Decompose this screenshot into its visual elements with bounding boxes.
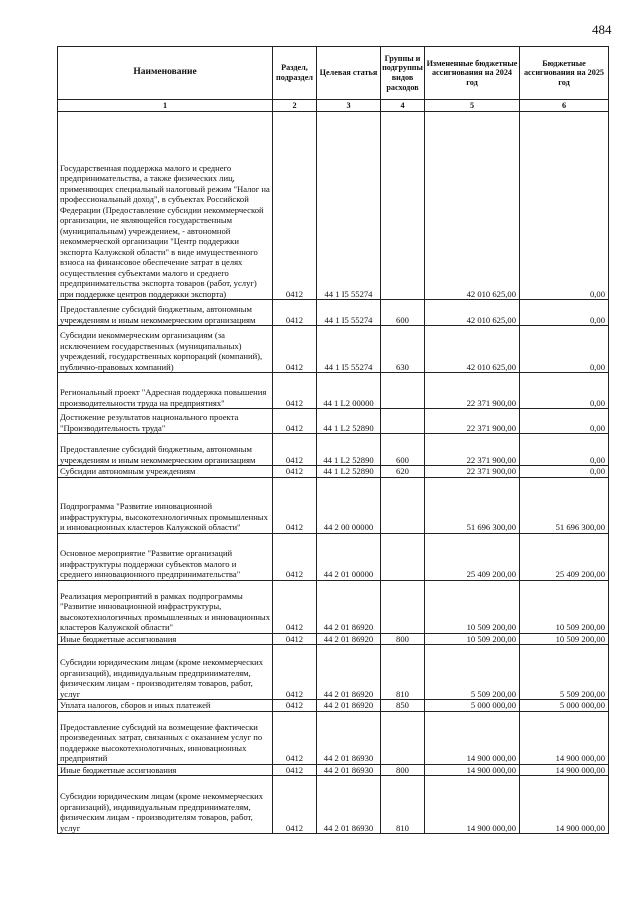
row-name: Иные бюджетные ассигнования	[58, 764, 273, 776]
header-name: Наименование	[58, 47, 273, 100]
row-amount-2025: 0,00	[520, 409, 609, 434]
header-amount-2025: Бюджетные ассигнования на 2025 год	[520, 47, 609, 100]
row-name: Субсидии юридическим лицам (кроме некоммерческих организаций), индивидуальным предпринимателям, физическим лицам - производителям товаров, работ, услуг	[58, 776, 273, 834]
row-group: 850	[381, 700, 425, 712]
row-amount-2024: 14 900 000,00	[425, 764, 520, 776]
row-name: Подпрограмма "Развитие инновационной инфраструктуры, высокотехнологичных промышленных и инновационных кластеров Калужской области"	[58, 477, 273, 533]
row-target: 44 1 I5 55274	[317, 300, 381, 326]
table-row	[58, 711, 609, 764]
row-group	[381, 580, 425, 633]
row-amount-2025: 0,00	[520, 300, 609, 326]
column-number: 5	[425, 100, 520, 112]
row-name: Уплата налогов, сборов и иных платежей	[58, 700, 273, 712]
row-name: Субсидии автономным учреждениям	[58, 466, 273, 478]
row-amount-2024: 22 371 900,00	[425, 434, 520, 466]
row-amount-2024: 42 010 625,00	[425, 326, 520, 373]
row-amount-2024: 22 371 900,00	[425, 373, 520, 409]
row-group: 600	[381, 300, 425, 326]
table-row	[58, 466, 609, 478]
column-number: 4	[381, 100, 425, 112]
row-amount-2025: 0,00	[520, 373, 609, 409]
row-name: Региональный проект "Адресная поддержка повышения производительности труда на предприятиях"	[58, 373, 273, 409]
row-amount-2025: 25 409 200,00	[520, 533, 609, 580]
row-section: 0412	[273, 633, 317, 645]
row-section: 0412	[273, 466, 317, 478]
row-name: Достижение результатов национального проекта "Производительность труда"	[58, 409, 273, 434]
row-name: Предоставление субсидий бюджетным, автономным учреждениям и иным некоммерческим организациям	[58, 434, 273, 466]
row-target: 44 1 L2 52890	[317, 466, 381, 478]
row-amount-2024: 42 010 625,00	[425, 112, 520, 300]
row-group: 810	[381, 645, 425, 700]
row-target: 44 1 L2 52890	[317, 434, 381, 466]
row-target: 44 2 01 86920	[317, 580, 381, 633]
row-amount-2025: 14 900 000,00	[520, 764, 609, 776]
table-row	[58, 434, 609, 466]
table-row	[58, 633, 609, 645]
table-row	[58, 776, 609, 834]
row-section: 0412	[273, 326, 317, 373]
row-group: 810	[381, 776, 425, 834]
header-section: Раздел, подраздел	[273, 47, 317, 100]
row-section: 0412	[273, 645, 317, 700]
row-section: 0412	[273, 700, 317, 712]
table-row	[58, 533, 609, 580]
table-row	[58, 477, 609, 533]
table-row	[58, 764, 609, 776]
row-amount-2025: 51 696 300,00	[520, 477, 609, 533]
row-target: 44 2 01 86930	[317, 776, 381, 834]
row-amount-2025: 10 509 200,00	[520, 580, 609, 633]
row-section: 0412	[273, 776, 317, 834]
table-row	[58, 300, 609, 326]
row-name: Предоставление субсидий на возмещение фактически произведенных затрат, связанных с оказанием услуг по поддержке высокотехнологичных, инновационных предприятий	[58, 711, 273, 764]
row-target: 44 2 01 86920	[317, 645, 381, 700]
row-amount-2024: 14 900 000,00	[425, 711, 520, 764]
row-section: 0412	[273, 300, 317, 326]
row-section: 0412	[273, 711, 317, 764]
row-amount-2025: 0,00	[520, 112, 609, 300]
table-header-row	[58, 47, 609, 100]
row-group: 630	[381, 326, 425, 373]
table-row	[58, 409, 609, 434]
row-amount-2025: 0,00	[520, 466, 609, 478]
row-name: Реализация мероприятий в рамках подпрограммы "Развитие инновационной инфраструктуры, высокотехнологичных промышленных и инновационных кластеров Калужской области"	[58, 580, 273, 633]
row-name: Предоставление субсидий бюджетным, автономным учреждениям и иным некоммерческим организациям	[58, 300, 273, 326]
row-amount-2024: 10 509 200,00	[425, 580, 520, 633]
row-target: 44 2 01 86920	[317, 700, 381, 712]
row-section: 0412	[273, 580, 317, 633]
budget-table	[57, 46, 609, 834]
row-name: Государственная поддержка малого и среднего предпринимательства, а также физических лиц, применяющих специальный налоговый режим "Налог на профессиональный доход", в субъектах Российской Федерации (Предоставление субсидии некоммерческой организации, не являющейся государственным (муниципальным) учреждением, - автономной некоммерческой организации "Центр поддержки экспорта Калужской области" в виде имущественного взноса на финансовое обеспечение затрат в целях осуществления субъектами малого и среднего предпринимательства экспорта товаров (работ, услуг) при поддержке центров поддержки экспорта)	[58, 112, 273, 300]
row-amount-2025: 14 900 000,00	[520, 711, 609, 764]
header-amount-2024: Измененные бюджетные ассигнования на 2024 год	[425, 47, 520, 100]
row-target: 44 1 L2 52890	[317, 409, 381, 434]
table-row	[58, 700, 609, 712]
row-group	[381, 112, 425, 300]
column-number-row	[58, 100, 609, 112]
row-section: 0412	[273, 373, 317, 409]
column-number: 3	[317, 100, 381, 112]
row-target: 44 2 01 86920	[317, 633, 381, 645]
row-section: 0412	[273, 533, 317, 580]
row-target: 44 1 L2 00000	[317, 373, 381, 409]
row-amount-2024: 22 371 900,00	[425, 409, 520, 434]
row-amount-2024: 25 409 200,00	[425, 533, 520, 580]
row-target: 44 2 00 00000	[317, 477, 381, 533]
row-section: 0412	[273, 112, 317, 300]
row-name: Субсидии некоммерческим организациям (за исключением государственных (муниципальных) учреждений, государственных корпораций (компаний), публично-правовых компаний)	[58, 326, 273, 373]
page-number: 484	[592, 22, 612, 37]
table-row	[58, 326, 609, 373]
row-group	[381, 477, 425, 533]
row-target: 44 2 01 86930	[317, 764, 381, 776]
row-amount-2025: 0,00	[520, 326, 609, 373]
row-amount-2024: 5 000 000,00	[425, 700, 520, 712]
row-group: 800	[381, 633, 425, 645]
row-name: Иные бюджетные ассигнования	[58, 633, 273, 645]
row-amount-2025: 0,00	[520, 434, 609, 466]
row-amount-2025: 5 000 000,00	[520, 700, 609, 712]
row-amount-2024: 42 010 625,00	[425, 300, 520, 326]
row-name: Основное мероприятие "Развитие организаций инфраструктуры поддержки субъектов малого и среднего инновационного предпринимательства"	[58, 533, 273, 580]
row-amount-2024: 10 509 200,00	[425, 633, 520, 645]
row-group	[381, 409, 425, 434]
header-target: Целевая статья	[317, 47, 381, 100]
row-amount-2025: 5 509 200,00	[520, 645, 609, 700]
row-name: Субсидии юридическим лицам (кроме некоммерческих организаций), индивидуальным предпринимателям, физическим лицам - производителям товаров, работ, услуг	[58, 645, 273, 700]
row-group	[381, 711, 425, 764]
row-target: 44 1 I5 55274	[317, 326, 381, 373]
row-amount-2025: 14 900 000,00	[520, 776, 609, 834]
header-group: Группы и подгруппы видов расходов	[381, 47, 425, 100]
table-row	[58, 645, 609, 700]
row-section: 0412	[273, 477, 317, 533]
column-number: 2	[273, 100, 317, 112]
row-amount-2024: 5 509 200,00	[425, 645, 520, 700]
row-section: 0412	[273, 434, 317, 466]
row-section: 0412	[273, 764, 317, 776]
row-amount-2024: 14 900 000,00	[425, 776, 520, 834]
row-group: 600	[381, 434, 425, 466]
row-group	[381, 373, 425, 409]
row-group	[381, 533, 425, 580]
row-target: 44 1 I5 55274	[317, 112, 381, 300]
row-section: 0412	[273, 409, 317, 434]
row-group: 800	[381, 764, 425, 776]
table-body	[58, 112, 609, 834]
row-target: 44 2 01 00000	[317, 533, 381, 580]
table-row	[58, 373, 609, 409]
row-amount-2025: 10 509 200,00	[520, 633, 609, 645]
row-target: 44 2 01 86930	[317, 711, 381, 764]
row-amount-2024: 51 696 300,00	[425, 477, 520, 533]
column-number: 1	[58, 100, 273, 112]
table-row	[58, 580, 609, 633]
row-amount-2024: 22 371 900,00	[425, 466, 520, 478]
table-row	[58, 112, 609, 300]
row-group: 620	[381, 466, 425, 478]
column-number: 6	[520, 100, 609, 112]
